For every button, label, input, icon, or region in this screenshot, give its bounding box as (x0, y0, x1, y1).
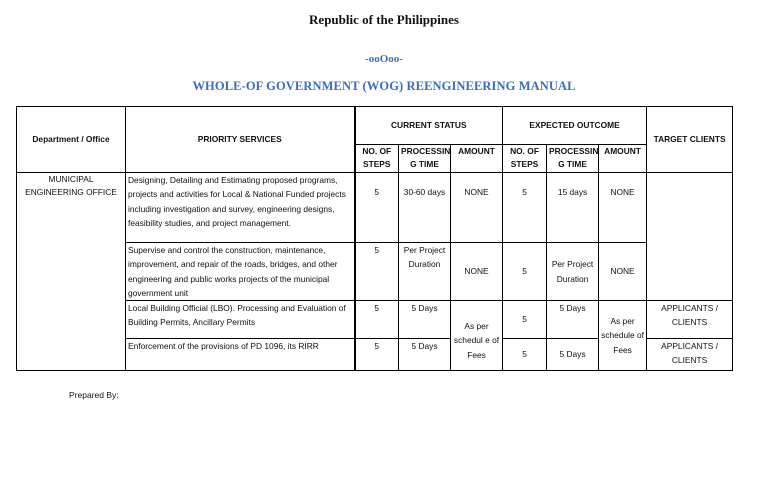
amount-expected-cell: NONE (599, 173, 647, 243)
steps-expected-cell: 5 (503, 339, 547, 371)
steps-current-cell: 5 (355, 173, 399, 243)
amount-current-cell: NONE (451, 243, 503, 301)
header-current-status: CURRENT STATUS (355, 107, 503, 145)
amount-expected-merged-cell: As per schedule of Fees (599, 301, 647, 371)
steps-expected-cell: 5 (503, 301, 547, 339)
amount-expected-cell: NONE (599, 243, 647, 301)
processing-current-cell: 5 Days (399, 301, 451, 339)
prepared-by-label: Prepared By: (69, 390, 119, 400)
header-department: Department / Office (17, 107, 126, 173)
service-cell: Supervise and control the construction, maintenance, improvement, and repair of the roads, bridges, and other engineering and public works projects of the municipal government unit (126, 243, 355, 301)
document-heading: Republic of the Philippines (309, 12, 459, 27)
processing-current-cell: 5 Days (399, 339, 451, 371)
header-steps-expected: NO. OF STEPS (503, 145, 547, 173)
department-cell: MUNICIPAL ENGINEERING OFFICE (17, 173, 126, 371)
processing-current-cell: 30-60 days (399, 173, 451, 243)
service-cell: Enforcement of the provisions of PD 1096, its RIRR (126, 339, 355, 371)
header-steps-current: NO. OF STEPS (355, 145, 399, 173)
processing-expected-cell: 5 Days (547, 301, 599, 339)
header-processing-current: PROCESSIN G TIME (399, 145, 451, 173)
processing-current-cell: Per Project Duration (399, 243, 451, 301)
processing-expected-cell: 15 days (547, 173, 599, 243)
steps-current-cell: 5 (355, 243, 399, 301)
processing-expected-cell: Per Project Duration (547, 243, 599, 301)
table-row (17, 173, 733, 243)
header-amount-expected: AMOUNT (599, 145, 647, 173)
service-cell: Designing, Detailing and Estimating proposed programs, projects and activities for Local & National Funded projects including investigation and survey, engineering designs, feasibility studies, and project management. (126, 173, 355, 243)
steps-expected-cell: 5 (503, 243, 547, 301)
divider-ornament: -ooOoo- (365, 53, 403, 65)
header-amount-current: AMOUNT (451, 145, 503, 173)
processing-expected-cell: 5 Days (547, 339, 599, 371)
target-clients-cell: APPLICANTS / CLIENTS (647, 301, 733, 339)
service-cell: Local Building Official (LBO). Processing and Evaluation of Building Permits, Ancillary Permits (126, 301, 355, 339)
target-clients-cell (647, 173, 733, 243)
steps-expected-cell: 5 (503, 173, 547, 243)
target-clients-cell: APPLICANTS / CLIENTS (647, 339, 733, 371)
header-processing-expected: PROCESSIN G TIME (547, 145, 599, 173)
steps-current-cell: 5 (355, 339, 399, 371)
manual-title: WHOLE-OF GOVERNMENT (WOG) REENGINEERING MANUAL (192, 79, 576, 93)
header-expected-outcome: EXPECTED OUTCOME (503, 107, 647, 145)
target-clients-cell (647, 243, 733, 301)
reengineering-table (16, 106, 733, 371)
header-priority-services: PRIORITY SERVICES (126, 107, 355, 173)
steps-current-cell: 5 (355, 301, 399, 339)
amount-current-merged-cell: As per schedul e of Fees (451, 301, 503, 371)
amount-current-cell: NONE (451, 173, 503, 243)
header-target-clients: TARGET CLIENTS (647, 107, 733, 173)
